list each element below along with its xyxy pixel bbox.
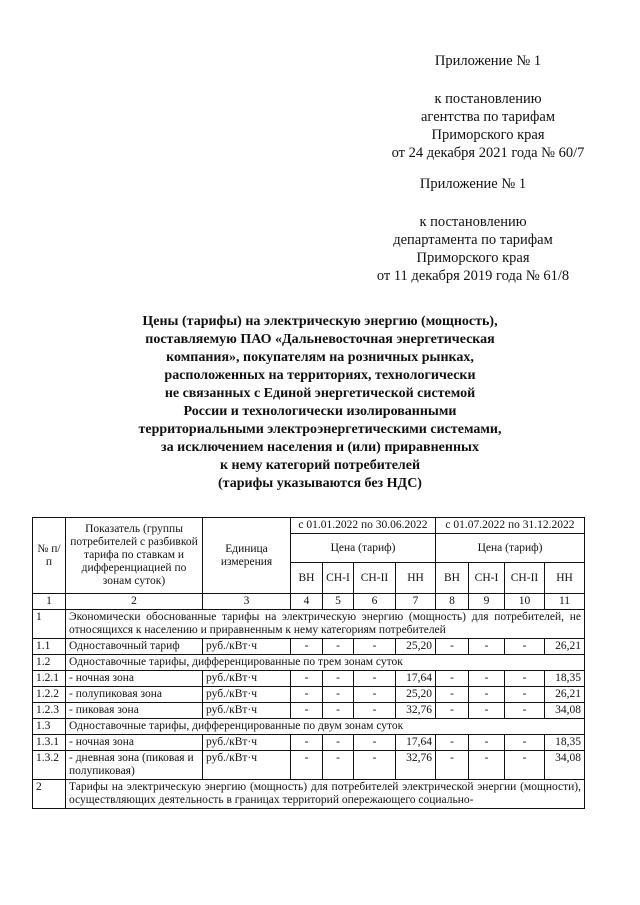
row-name: - ночная зона [66, 671, 203, 687]
tariff-value: - [323, 639, 354, 655]
header-level: СН-I [469, 563, 505, 594]
tariff-value: 25,20 [396, 639, 436, 655]
tariff-value: - [291, 687, 323, 703]
group-text: Одноставочные тарифы, дифференцированные по трем зонам суток [66, 655, 585, 671]
appendix-previous-line: от 11 декабря 2019 года № 61/8 [376, 268, 570, 284]
header-level: НН [396, 563, 436, 594]
tariff-value: - [505, 639, 545, 655]
tariff-value: - [291, 751, 323, 780]
tariff-value: - [354, 703, 396, 719]
tariff-value: - [291, 639, 323, 655]
row-name: Одноставочный тариф [66, 639, 203, 655]
row-name: - ночная зона [66, 735, 203, 751]
tariff-value: - [469, 703, 505, 719]
row-unit: руб./кВт·ч [203, 687, 291, 703]
tariff-table [32, 517, 585, 809]
tariff-value: - [469, 751, 505, 780]
section-row [33, 610, 585, 639]
column-number: 4 [291, 594, 323, 610]
column-number: 6 [354, 594, 396, 610]
header-period-1: с 01.01.2022 по 30.06.2022 [291, 518, 436, 534]
table-row [33, 687, 585, 703]
row-unit: руб./кВт·ч [203, 735, 291, 751]
document-title [110, 313, 530, 493]
row-name: - пиковая зона [66, 703, 203, 719]
appendix-previous-line: Приморского края [416, 250, 530, 266]
tariff-value: - [505, 687, 545, 703]
row-num: 1.3.1 [33, 735, 66, 751]
row-num: 1.3.2 [33, 751, 66, 780]
appendix-current-line: агентства по тарифам [421, 109, 555, 125]
tariff-value: - [323, 703, 354, 719]
header-indicator: Показатель (группы потребителей с разбивкой тарифа по ставкам и дифференциацией по зонам суток) [66, 518, 203, 594]
title-line: расположенных на территориях, технологически [164, 368, 476, 383]
tariff-value: - [354, 687, 396, 703]
tariff-value: - [354, 751, 396, 780]
tariff-value: 17,64 [396, 735, 436, 751]
tariff-value: - [436, 639, 469, 655]
title-line: за исключением населения и (или) приравненных [161, 440, 479, 455]
tariff-value: - [323, 735, 354, 751]
column-number: 3 [203, 594, 291, 610]
tariff-value: 32,76 [396, 751, 436, 780]
title-line: компания», покупателям на розничных рынках, [166, 350, 474, 365]
title-line: России и технологически изолированными [183, 404, 457, 419]
tariff-value: - [291, 735, 323, 751]
header-price-2: Цена (тариф) [436, 534, 585, 563]
title-line: (тарифы указываются без НДС) [218, 476, 422, 491]
group-text: Тарифы на электрическую энергию (мощность) для потребителей электрической энергии (мощности), осуществляющих деятельность в границах территорий опережающего социально- [66, 780, 585, 809]
tariff-value: - [291, 671, 323, 687]
header-level: СН-II [354, 563, 396, 594]
tariff-value: - [505, 703, 545, 719]
appendix-current-line: от 24 декабря 2021 года № 60/7 [391, 145, 585, 161]
row-unit: руб./кВт·ч [203, 639, 291, 655]
row-name: - полупиковая зона [66, 687, 203, 703]
column-number: 2 [66, 594, 203, 610]
tariff-value: - [505, 751, 545, 780]
row-unit: руб./кВт·ч [203, 751, 291, 780]
appendix-previous [358, 175, 588, 285]
tariff-value: - [323, 671, 354, 687]
tariff-value: 17,64 [396, 671, 436, 687]
tariff-value: 18,35 [545, 735, 585, 751]
group-num: 1.2 [33, 655, 66, 671]
appendix-previous-line: к постановлению [419, 214, 527, 230]
column-number: 7 [396, 594, 436, 610]
title-line: не связанных с Единой энергетической системой [164, 386, 476, 401]
tariff-value: - [436, 751, 469, 780]
row-name: - дневная зона (пиковая и полупиковая) [66, 751, 203, 780]
section-text: Экономически обоснованные тарифы на электрическую энергию (мощность) для потребителей, не относящихся к населению и приравненным к нему категориям потребителей [66, 610, 585, 639]
header-unit: Единица измерения [203, 518, 291, 594]
tariff-value: - [354, 671, 396, 687]
tariff-value: - [469, 735, 505, 751]
tariff-value: - [354, 735, 396, 751]
tariff-value: - [323, 751, 354, 780]
tariff-value: 18,35 [545, 671, 585, 687]
column-number: 5 [323, 594, 354, 610]
appendix-current [388, 52, 588, 162]
table-row [33, 735, 585, 751]
column-number: 1 [33, 594, 66, 610]
column-number: 10 [505, 594, 545, 610]
column-number: 9 [469, 594, 505, 610]
appendix-previous-title: Приложение № 1 [419, 176, 527, 192]
table-row [33, 639, 585, 655]
column-number-row [33, 594, 585, 610]
title-line: к нему категорий потребителей [219, 458, 421, 473]
group-row [33, 780, 585, 809]
title-line: Цены (тарифы) на электрическую энергию (мощность), [142, 314, 498, 329]
header-level: СН-I [323, 563, 354, 594]
tariff-value: - [505, 671, 545, 687]
table-row [33, 751, 585, 780]
column-number: 11 [545, 594, 585, 610]
row-num: 1.2.1 [33, 671, 66, 687]
group-text: Одноставочные тарифы, дифференцированные по двум зонам суток [66, 719, 585, 735]
header-level: НН [545, 563, 585, 594]
tariff-value: - [354, 639, 396, 655]
tariff-value: - [505, 735, 545, 751]
tariff-value: - [469, 687, 505, 703]
tariff-value: - [436, 687, 469, 703]
row-num: 1.2.3 [33, 703, 66, 719]
tariff-value: 26,21 [545, 687, 585, 703]
tariff-value: - [436, 735, 469, 751]
tariff-value: 34,08 [545, 751, 585, 780]
section-num: 1 [33, 610, 66, 639]
row-num: 1.2.2 [33, 687, 66, 703]
header-num: № п/п [33, 518, 66, 594]
header-level: СН-II [505, 563, 545, 594]
tariff-value: - [469, 639, 505, 655]
tariff-value: - [291, 703, 323, 719]
row-unit: руб./кВт·ч [203, 671, 291, 687]
tariff-value: 32,76 [396, 703, 436, 719]
appendix-current-line: Приморского края [431, 127, 545, 143]
row-unit: руб./кВт·ч [203, 703, 291, 719]
header-level: ВН [436, 563, 469, 594]
header-row [33, 518, 585, 534]
appendix-current-line: к постановлению [434, 91, 542, 107]
header-level: ВН [291, 563, 323, 594]
tariff-value: - [323, 687, 354, 703]
table-row [33, 703, 585, 719]
tariff-value: 26,21 [545, 639, 585, 655]
appendix-previous-line: департамента по тарифам [393, 232, 553, 248]
tariff-value: - [436, 671, 469, 687]
table-row [33, 671, 585, 687]
title-line: территориальными электроэнергетическими системами, [138, 422, 502, 437]
tariff-value: 34,08 [545, 703, 585, 719]
group-row [33, 719, 585, 735]
group-num: 1.3 [33, 719, 66, 735]
row-num: 1.1 [33, 639, 66, 655]
appendix-current-title: Приложение № 1 [434, 53, 542, 69]
header-period-2: с 01.07.2022 по 31.12.2022 [436, 518, 585, 534]
group-row [33, 655, 585, 671]
header-price-1: Цена (тариф) [291, 534, 436, 563]
group-num: 2 [33, 780, 66, 809]
tariff-value: 25,20 [396, 687, 436, 703]
title-line: поставляемую ПАО «Дальневосточная энергетическая [145, 332, 495, 347]
tariff-value: - [436, 703, 469, 719]
tariff-value: - [469, 671, 505, 687]
column-number: 8 [436, 594, 469, 610]
